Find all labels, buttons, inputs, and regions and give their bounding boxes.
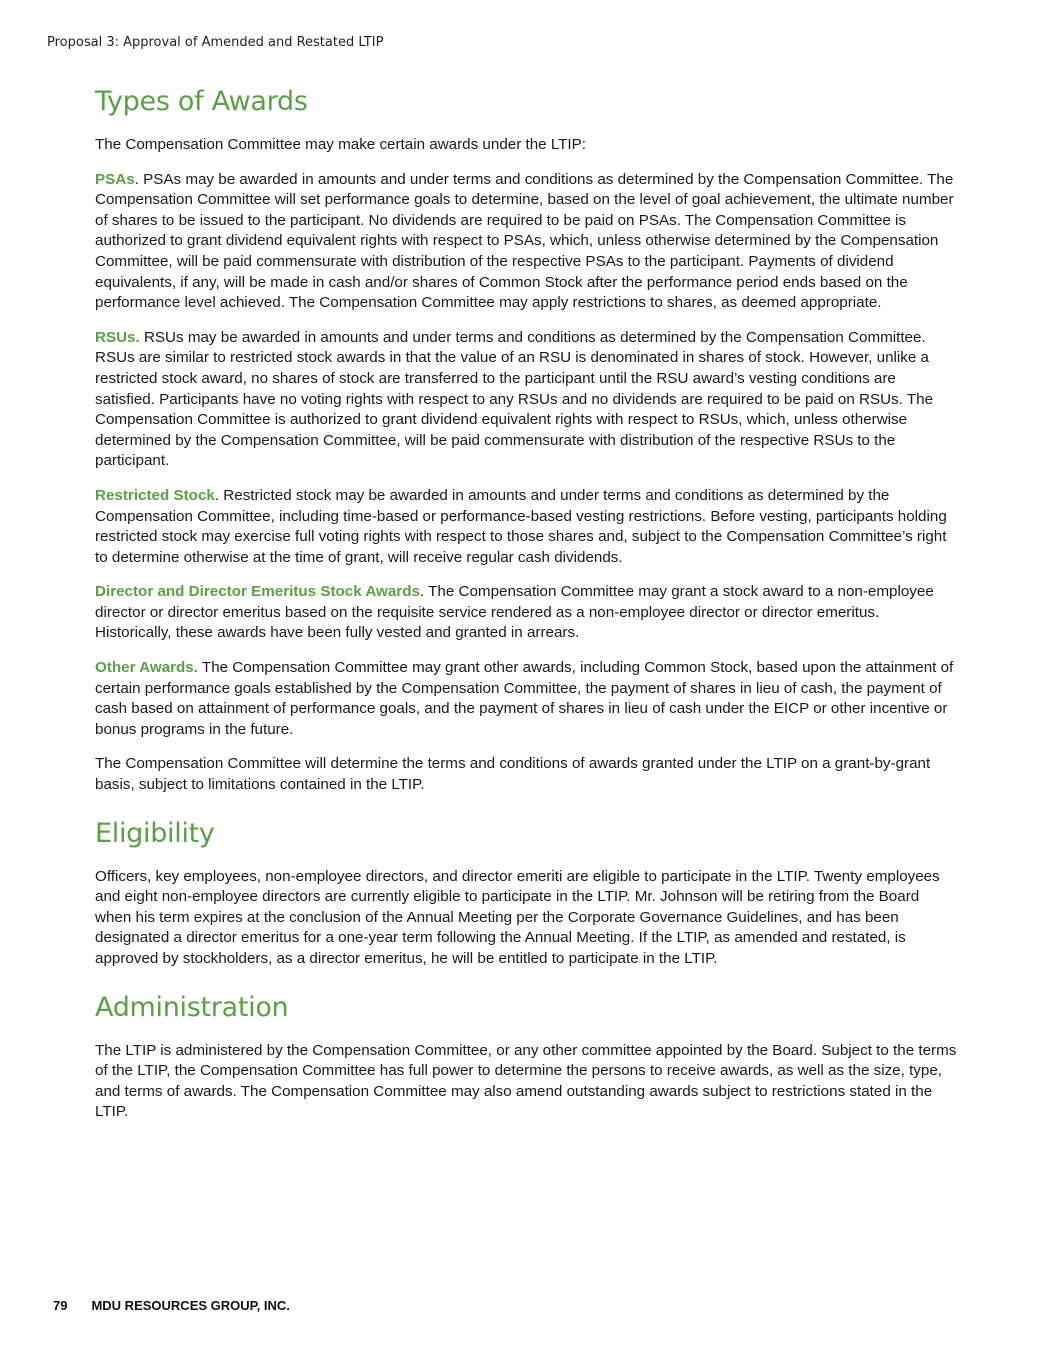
- award-lead: RSUs.: [95, 328, 140, 346]
- award-psas: [95, 170, 957, 314]
- types-closing: The Compensation Committee will determine the terms and conditions of awards granted under the LTIP on a grant-by-grant basis, subject to limitations contained in the LTIP.: [95, 755, 931, 794]
- award-text: . Restricted stock may be awarded in amounts and under terms and conditions as determined by the Compensation Committee, including time-based or performance-based vesting restrictions. Before vesting, participants holding restricted stock may exercise full voting rights with respect to those shares and, subject to the Compensation Committee’s right to determine otherwise at the time of grant, will receive regular cash dividends.: [95, 486, 947, 566]
- page-footer: [53, 1298, 314, 1313]
- award-text: . The Compensation Committee may grant a stock award to a non-employee director or director emeritus based on the requisite service rendered as a non-employee director or director emeritus. Historically, these awards have been fully vested and granted in arrears.: [95, 583, 934, 642]
- award-director-stock: [95, 582, 957, 644]
- administration-body: The LTIP is administered by the Compensation Committee, or any other committee appointed by the Board. Subject to the terms of the LTIP, the Compensation Committee has full power to determine the persons to receive awards, as well as the size, type, and terms of awards. The Compensation Committee may also amend outstanding awards subject to restrictions stated in the LTIP.: [95, 1041, 957, 1121]
- document-body: [95, 86, 957, 1137]
- award-other: [95, 658, 957, 740]
- award-lead: Director and Director Emeritus Stock Awards: [95, 583, 420, 601]
- award-lead: PSAs: [95, 170, 135, 188]
- eligibility-body: Officers, key employees, non-employee directors, and director emeriti are eligible to participate in the LTIP. Twenty employees and eight non-employee directors are currently eligible to participate in the LTIP. Mr. Johnson will be retiring from the Board when his term expires at the conclusion of the Annual Meeting per the Corporate Governance Guidelines, and has been designated a director emeritus for a one-year term following the Annual Meeting. If the LTIP, as amended and restated, is approved by stockholders, as a director emeritus, he will be entitled to participate in the LTIP.: [95, 867, 940, 967]
- section-title-administration: Administration: [95, 991, 289, 1023]
- running-head: Proposal 3: Approval of Amended and Restated LTIP: [47, 35, 384, 50]
- section-title-types-of-awards: Types of Awards: [95, 86, 308, 117]
- award-lead: Restricted Stock: [95, 486, 215, 504]
- award-lead: Other Awards.: [95, 659, 198, 677]
- award-text: The Compensation Committee may grant other awards, including Common Stock, based upon the attainment of certain performance goals established by the Compensation Committee, the payment of shares in lieu of cash, the payment of cash based on attainment of performance goals, and the payment of shares in lieu of cash under the EICP or other incentive or bonus programs in the future.: [95, 659, 954, 738]
- company-name: MDU RESOURCES GROUP, INC.: [91, 1298, 290, 1313]
- types-intro: The Compensation Committee may make certain awards under the LTIP:: [95, 136, 586, 153]
- page-number: 79: [53, 1298, 68, 1313]
- award-text: RSUs may be awarded in amounts and under terms and conditions as determined by the Compensation Committee. RSUs are similar to restricted stock awards in that the value of an RSU is denominated in shares of stock. However, unlike a restricted stock award, no shares of stock are transferred to the participant until the RSU award’s vesting conditions are satisfied. Participants have no voting rights with respect to any RSUs and no dividends are required to be paid on RSUs. The Compensation Committee is authorized to grant dividend equivalent rights with respect to RSUs, which, unless otherwise determined by the Compensation Committee, will be paid commensurate with distribution of the respective RSUs to the participant.: [95, 328, 934, 470]
- award-text: . PSAs may be awarded in amounts and under terms and conditions as determined by the Compensation Committee. The Compensation Committee will set performance goals to determine, based on the level of goal achievement, the ultimate number of shares to be issued to the participant. No dividends are required to be paid on PSAs. The Compensation Committee is authorized to grant dividend equivalent rights with respect to PSAs, which, unless otherwise determined by the Compensation Committee, will be paid commensurate with distribution of the respective PSAs to the participant. Payments of dividend equivalents, if any, will be made in cash and/or shares of Common Stock after the performance period ends based on the performance level achieved. The Compensation Committee may apply restrictions to shares, as deemed appropriate.: [95, 170, 954, 312]
- award-rsus: [95, 328, 957, 472]
- award-restricted-stock: [95, 486, 957, 568]
- section-title-eligibility: Eligibility: [95, 817, 215, 849]
